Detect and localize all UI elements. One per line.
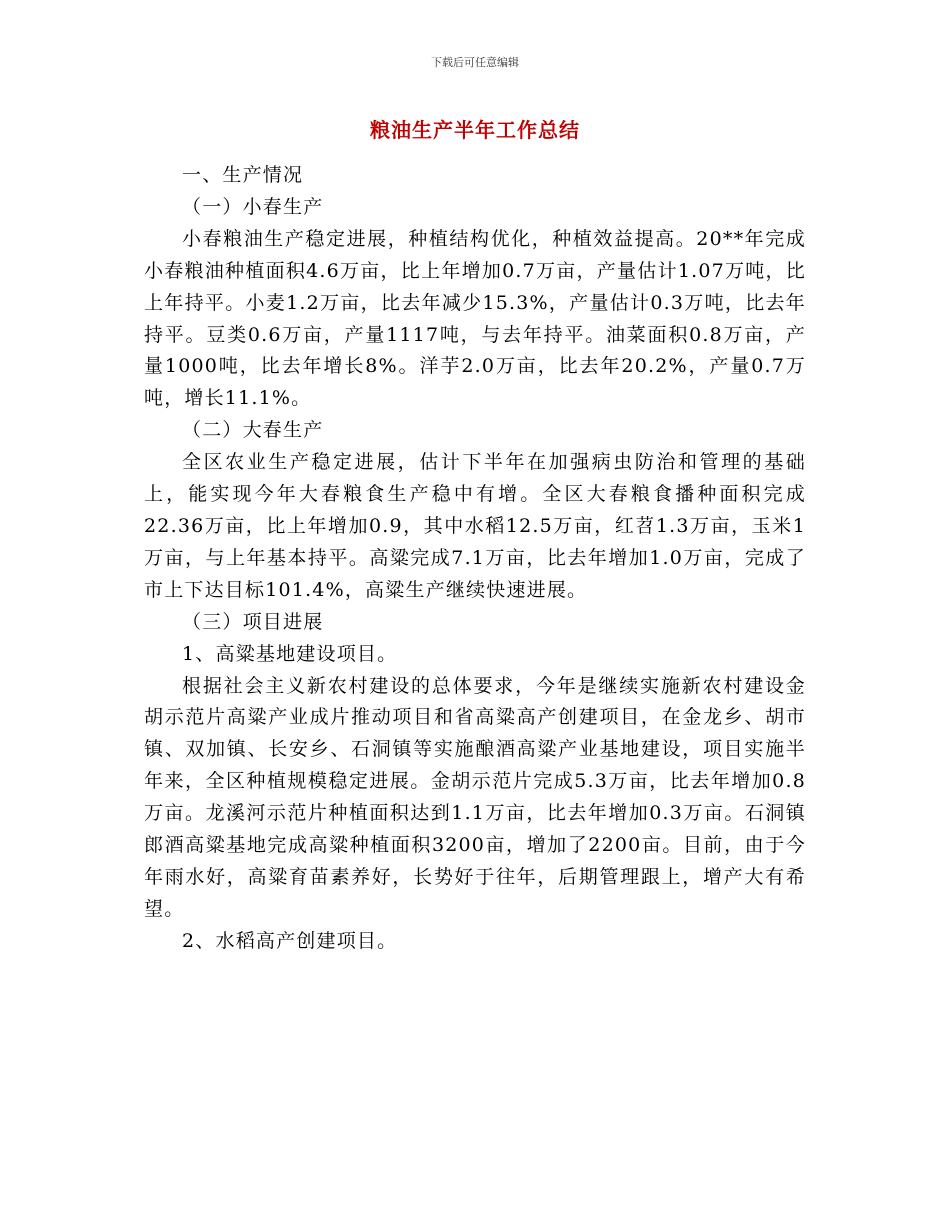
document-body	[144, 160, 806, 958]
paragraph-spring-minor: 小春粮油生产稳定进展，种植结构优化，种植效益提高。20**年完成小春粮油种植面积4.6万亩，比上年增加0.7万亩，产量估计1.07万吨，比上年持平。小麦1.2万亩，比去年减少15.3%，产量估计0.3万吨，比去年持平。豆类0.6万亩，产量1117吨，与去年持平。油菜面积0.8万亩，产量1000吨，比去年增长8%。洋芋2.0万亩，比去年20.2%，产量0.7万吨，增长11.1%。	[144, 227, 806, 410]
paragraph-spring-major: 全区农业生产稳定进展，估计下半年在加强病虫防治和管理的基础上，能实现今年大春粮食生产稳中有增。全区大春粮食播种面积完成22.36万亩，比上年增加0.9，其中水稻12.5万亩，红苕1.3万亩，玉米1万亩，与上年基本持平。高粱完成7.1万亩，比去年增加1.0万亩，完成了市上下达目标101.4%，高粱生产继续快速进展。	[144, 451, 806, 601]
subsection-heading-spring-minor: （一）小春生产	[182, 195, 324, 218]
section-heading-production: 一、生产情况	[182, 164, 304, 186]
subsection-heading-projects: （三）项目进展	[182, 610, 324, 633]
document-title: 粮油生产半年工作总结	[370, 118, 580, 142]
subsection-heading-spring-major: （二）大春生产	[182, 419, 324, 442]
paragraph-sorghum-base: 根据社会主义新农村建设的总体要求，今年是继续实施新农村建设金胡示范片高粱产业成片推动项目和省高粱高产创建项目，在金龙乡、胡市镇、双加镇、长安乡、石洞镇等实施酿酒高粱产业基地建设，项目实施半年来，全区种植规模稳定进展。金胡示范片完成5.3万亩，比去年增加0.8万亩。龙溪河示范片种植面积达到1.1万亩，比去年增加0.3万亩。石洞镇郎酒高粱基地完成高粱种植面积3200亩，增加了2200亩。目前，由于今年雨水好，高粱育苗素养好，长势好于往年，后期管理跟上，增产大有希望。	[144, 674, 806, 920]
item-heading-sorghum-base: 1、高粱基地建设项目。	[182, 642, 398, 665]
header-note: 下载后可任意编辑	[431, 56, 519, 69]
item-heading-rice-project: 2、水稻高产创建项目。	[182, 929, 398, 952]
